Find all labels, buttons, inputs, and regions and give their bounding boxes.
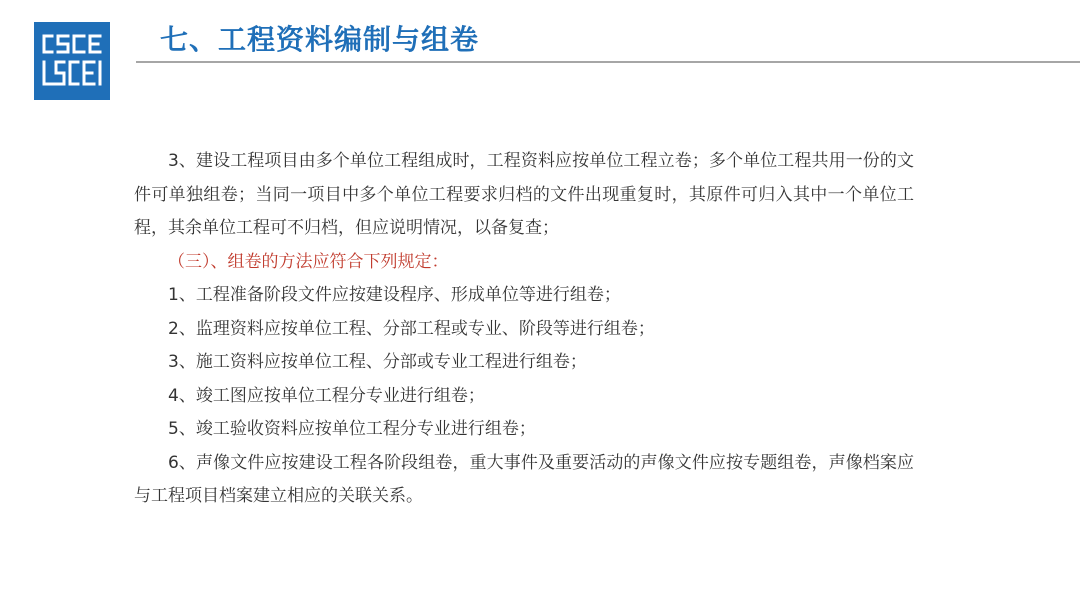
list-item: 2、监理资料应按单位工程、分部工程或专业、阶段等进行组卷； (168, 318, 655, 339)
cscec-logo (34, 22, 110, 100)
paragraph-multi-unit-filing: 3、建设工程项目由多个单位工程组成时，工程资料应按单位工程立卷；多个单位工程共用一份的文件可单独组卷；当同一项目中多个单位工程要求归档的文件出现重复时，其原件可归入其中一个单位工程，其余单位工程可不归档，但应说明情况，以备复查； (134, 151, 914, 238)
list-item: 6、声像文件应按建设工程各阶段组卷，重大事件及重要活动的声像文件应按专题组卷，声像档案应与工程项目档案建立相应的关联关系。 (134, 452, 914, 506)
list-item: 1、工程准备阶段文件应按建设程序、形成单位等进行组卷； (168, 285, 621, 305)
title-divider (136, 61, 1080, 63)
section-heading-filing-methods: （三）、组卷的方法应符合下列规定： (168, 251, 449, 272)
content-body (134, 145, 914, 514)
list-item: 4、竣工图应按单位工程分专业进行组卷； (168, 385, 485, 406)
list-item: 5、竣工验收资料应按单位工程分专业进行组卷； (168, 419, 536, 439)
list-item: 3、施工资料应按单位工程、分部或专业工程进行组卷； (168, 352, 587, 372)
slide-title: 七、工程资料编制与组卷 (160, 23, 480, 56)
